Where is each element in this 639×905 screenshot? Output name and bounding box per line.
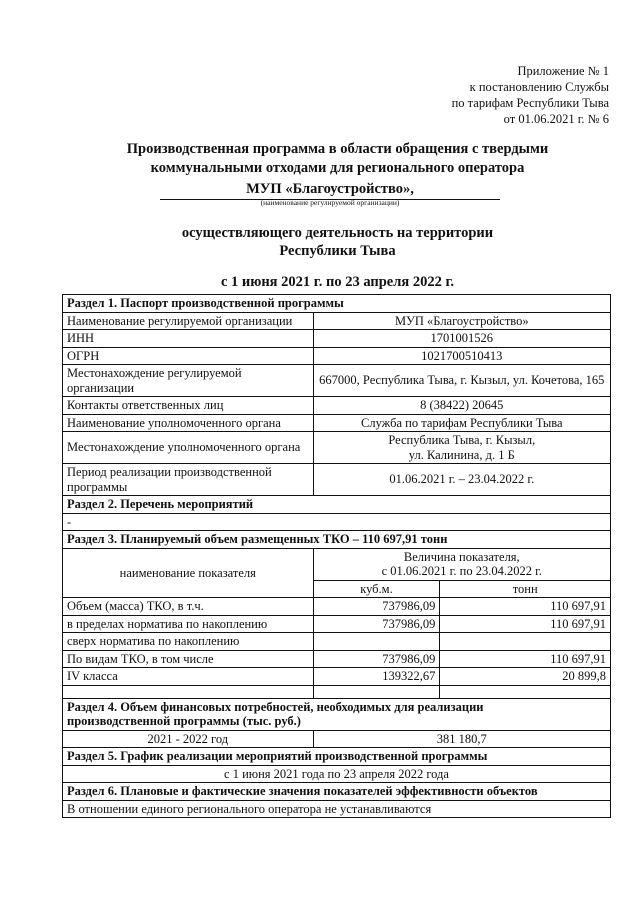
mass-cell: 20 899,8	[440, 668, 611, 686]
table-row	[63, 650, 611, 668]
spacer-cell	[63, 685, 314, 698]
subtitle-line: Республики Тыва	[279, 243, 396, 259]
section-header-row	[63, 783, 611, 801]
row-value: МУП «Благоустройство»	[313, 312, 610, 330]
value-line: Республика Тыва, г. Кызыл,	[388, 433, 536, 447]
appendix-line: Приложение № 1	[517, 64, 609, 78]
table-row	[63, 800, 611, 818]
section4-header	[63, 698, 611, 730]
row-label: Наименование уполномоченного органа	[63, 414, 314, 432]
table-row	[63, 730, 611, 748]
table-row	[63, 765, 611, 783]
title-line: коммунальными отходами для регионального оператора	[150, 160, 525, 176]
header-line: Раздел 4. Объем финансовых потребностей, необходимых для реализации	[67, 699, 484, 714]
subtitle-line: осуществляющего деятельность на территории	[181, 225, 494, 241]
section-header-row	[63, 295, 611, 313]
spacer-cell	[313, 685, 440, 698]
row-label: сверх норматива по накоплению	[63, 633, 314, 651]
organization-name: МУП «Благоустройство»,	[160, 181, 500, 200]
finance-year: 2021 - 2022 год	[63, 730, 314, 748]
program-period: с 1 июня 2021 г. по 23 апреля 2022 г.	[220, 274, 455, 290]
table-row	[63, 365, 611, 397]
row-label: ИНН	[63, 330, 314, 348]
table-row	[63, 414, 611, 432]
row-value: 1701001526	[313, 330, 610, 348]
value-line: ул. Калинина, д. 1 Б	[408, 447, 515, 462]
section5-header: Раздел 5. График реализации мероприятий производственной программы	[63, 748, 611, 766]
section-header-row	[63, 748, 611, 766]
title-line: Производственная программа в области обращения с твердыми	[126, 141, 549, 157]
row-label: Местонахождение регулируемой организации	[63, 365, 314, 397]
row-value: 667000, Республика Тыва, г. Кызыл, ул. Кочетова, 165	[313, 365, 610, 397]
row-label: Местонахождение уполномоченного органа	[63, 432, 314, 464]
spacer-row	[63, 685, 611, 698]
document-subtitle	[60, 224, 615, 260]
finance-value: 381 180,7	[313, 730, 610, 748]
volume-cell: 737986,09	[313, 615, 440, 633]
column-header-row	[63, 548, 611, 580]
table-row	[63, 347, 611, 365]
section-header-row	[63, 698, 611, 730]
appendix-line: по тарифам Республики Тыва	[451, 96, 609, 110]
row-value	[313, 432, 610, 464]
section2-header: Раздел 2. Перечень мероприятий	[63, 496, 611, 514]
section3-header: Раздел 3. Планируемый объем размещенных ТКО – 110 697,91 тонн	[63, 531, 611, 549]
table-row	[63, 330, 611, 348]
row-label: Период реализации производственной программы	[63, 464, 314, 496]
organization-hint: (наименование регулируемой организации)	[260, 198, 400, 207]
row-value: 01.06.2021 г. – 23.04.2022 г.	[313, 464, 610, 496]
table-row	[63, 615, 611, 633]
appendix-block	[452, 63, 609, 127]
table-row	[63, 397, 611, 415]
row-label: По видам ТКО, в том числе	[63, 650, 314, 668]
table-row	[63, 633, 611, 651]
volume-cell: 737986,09	[313, 598, 440, 616]
row-label: Объем (масса) ТКО, в т.ч.	[63, 598, 314, 616]
table-row	[63, 668, 611, 686]
row-label: ОГРН	[63, 347, 314, 365]
spacer-cell	[440, 685, 611, 698]
section2-content: -	[63, 513, 611, 531]
volume-cell: 737986,09	[313, 650, 440, 668]
unit-cubic-meters: куб.м.	[313, 580, 440, 598]
appendix-line: к постановлению Службы	[469, 80, 609, 94]
row-label: Наименование регулируемой организации	[63, 312, 314, 330]
table-row	[63, 312, 611, 330]
section-header-row	[63, 496, 611, 514]
section6-header: Раздел 6. Плановые и фактические значения показателей эффективности объектов	[63, 783, 611, 801]
mass-cell: 110 697,91	[440, 615, 611, 633]
section1-header: Раздел 1. Паспорт производственной программы	[63, 295, 611, 313]
mass-cell: 110 697,91	[440, 650, 611, 668]
section6-content: В отношении единого регионального оператора не устанавливаются	[63, 800, 611, 818]
header-line: с 01.06.2021 г. по 23.04.2022 г.	[381, 564, 542, 578]
program-table	[62, 294, 611, 818]
appendix-line: от 01.06.2021 г. № 6	[503, 112, 609, 126]
mass-cell: 110 697,91	[440, 598, 611, 616]
volume-cell	[313, 633, 440, 651]
table-row	[63, 464, 611, 496]
row-label: Контакты ответственных лиц	[63, 397, 314, 415]
header-line: производственной программы (тыс. руб.)	[67, 714, 301, 728]
header-line: Величина показателя,	[403, 549, 520, 564]
row-label: в пределах норматива по накоплению	[63, 615, 314, 633]
document-title	[60, 140, 615, 178]
row-label: IV класса	[63, 668, 314, 686]
section-header-row	[63, 531, 611, 549]
section5-content: с 1 июня 2021 года по 23 апреля 2022 года	[63, 765, 611, 783]
row-value: 8 (38422) 20645	[313, 397, 610, 415]
row-value: Служба по тарифам Республики Тыва	[313, 414, 610, 432]
table-row	[63, 432, 611, 464]
unit-tonnes: тонн	[440, 580, 611, 598]
row-value: 1021700510413	[313, 347, 610, 365]
table-row	[63, 513, 611, 531]
volume-cell: 139322,67	[313, 668, 440, 686]
mass-cell	[440, 633, 611, 651]
indicator-value-header	[313, 548, 610, 580]
indicator-name-header: наименование показателя	[63, 548, 314, 598]
table-row	[63, 598, 611, 616]
